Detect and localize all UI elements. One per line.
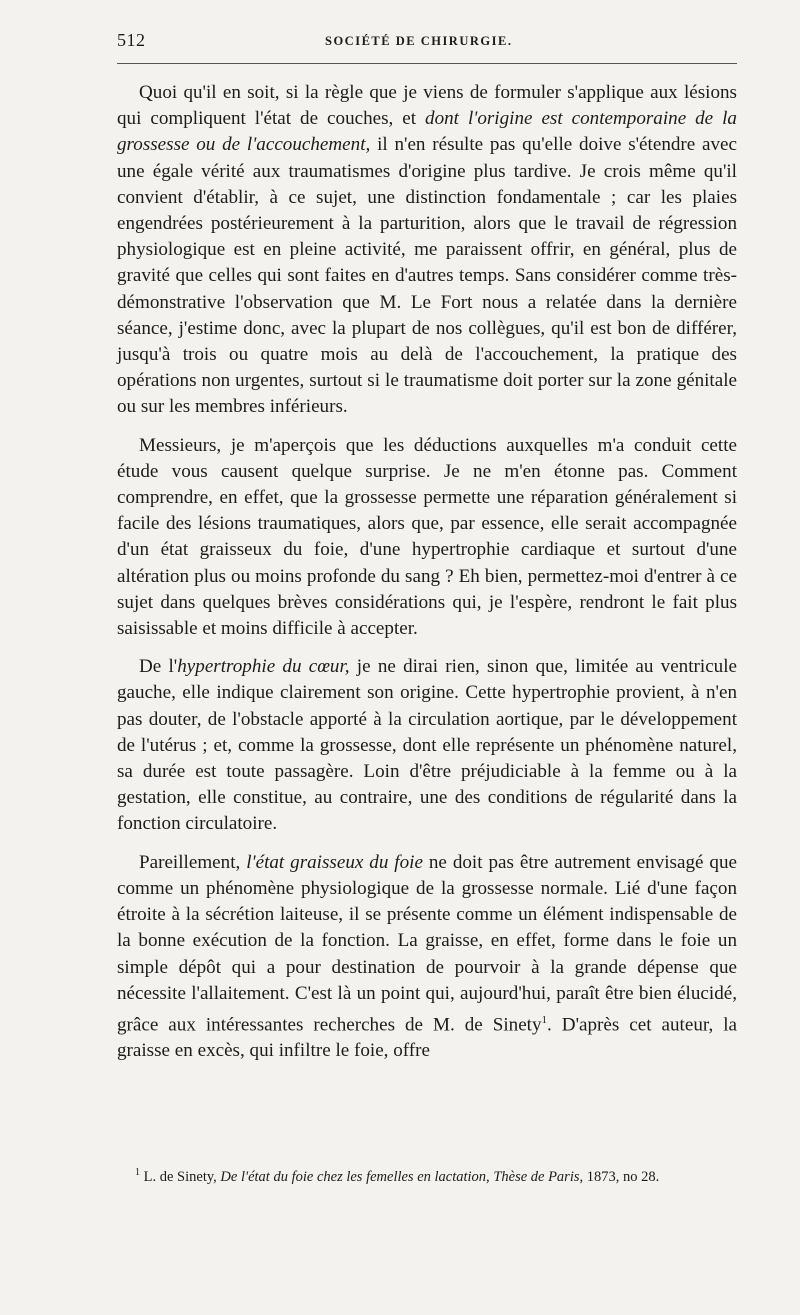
text-run: je ne dirai rien, sinon que, limitée au ventricule gauche, elle indique clairement son origine. Cette hypertrophie provient, à n'en pas douter, de l'obstacle apporté à la circulation aortique, par le développement de l'utérus ; et, comme la grossesse, dont elle représente un phénomène naturel, sa durée est toute passagère. Loin d'être préjudiciable à la femme ou à la gestation, elle constitue, au contraire, une des conditions de régularité dans la fonction circulatoire.	[117, 656, 737, 835]
running-head: SOCIÉTÉ DE CHIRURGIE.	[325, 34, 513, 48]
header-rule	[117, 63, 737, 64]
paragraph	[117, 654, 737, 837]
italic-text: dont l'origine est contemporaine de la grossesse ou de l'accouchement,	[117, 108, 737, 156]
italic-text: l'état graisseux du foie	[246, 851, 423, 873]
page-header	[117, 30, 737, 58]
footnote-1	[117, 1166, 737, 1188]
footnote-title: De l'état du foie chez les femelles en lactation,	[220, 1169, 490, 1185]
text-run: Quoi qu'il en soit, si la règle que je viens de formuler s'applique aux lésions qui compliquent l'état de couches, et	[117, 82, 737, 130]
text-run: De l'	[139, 656, 178, 678]
paragraph	[117, 433, 737, 643]
text-run: Pareillement,	[139, 851, 247, 873]
text-run: . D'après cet auteur, la graisse en excès, qui infiltre le foie, offre	[117, 1014, 737, 1062]
italic-text: hypertrophie du cœur,	[177, 656, 350, 678]
footnote-ref: 1	[541, 1013, 548, 1026]
page-number: 512	[117, 30, 146, 50]
text-run: ne doit pas être autrement envisagé que comme un phénomène physiologique de la grossesse normale. Lié d'une façon étroite à la sécrétion laiteuse, il se présente comme un élément indispensable de la bonne exécution de la fonction. La graisse, en effet, forme dans le foie un simple dépôt qui a pour destination de pourvoir à la grande dépense que nécessite l'allaitement. C'est là un point qui, aujourd'hui, paraît être bien élucidé, grâce aux intéressantes recherches de M. de Sinety	[117, 851, 737, 1036]
footnote-publication: Thèse de Paris,	[493, 1169, 584, 1185]
body-text	[117, 80, 737, 1077]
footnote-details: 1873, no 28.	[583, 1169, 660, 1185]
text-run: Messieurs, je m'aperçois que les déductions auxquelles m'a conduit cette étude vous causent quelque surprise. Je ne m'en étonne pas. Comment comprendre, en effet, que la grossesse permette une réparation généralement si facile des lésions traumatiques, alors que, par essence, elle serait accompagnée d'un état graisseux du foie, d'une hypertrophie cardiaque et surtout d'une altération plus ou moins profonde du sang ? Eh bien, permettez-moi d'entrer à ce sujet dans quelques brèves considérations qui, je l'espère, rendront le fait plus saisissable et moins difficile à accepter.	[117, 434, 737, 640]
footnote-author: L. de Sinety,	[143, 1169, 217, 1185]
footnotes	[117, 1166, 737, 1188]
text-run: il n'en résulte pas qu'elle doive s'étendre avec une égale vérité aux traumatismes d'origine plus tardive. Je crois même qu'il convient d'établir, à ce sujet, une distinction fondamentale ; car les plaies engendrées postérieurement à la parturition, alors que le travail de régression physiologique est en pleine activité, me paraissent offrir, en général, plus de gravité que celles qui sont faites en d'autres temps. Sans considérer comme très-démonstrative l'observation que M. Le Fort nous a relatée dans la dernière séance, j'estime donc, avec la plupart de nos collègues, qu'il est bon de différer, jusqu'à trois ou quatre mois au delà de l'accouchement, la pratique des opérations non urgentes, surtout si le traumatisme doit porter sur la zone génitale ou sur les membres inférieurs.	[117, 134, 737, 418]
footnote-marker: 1	[135, 1167, 140, 1179]
paragraph	[117, 850, 737, 1065]
paragraph	[117, 80, 737, 421]
